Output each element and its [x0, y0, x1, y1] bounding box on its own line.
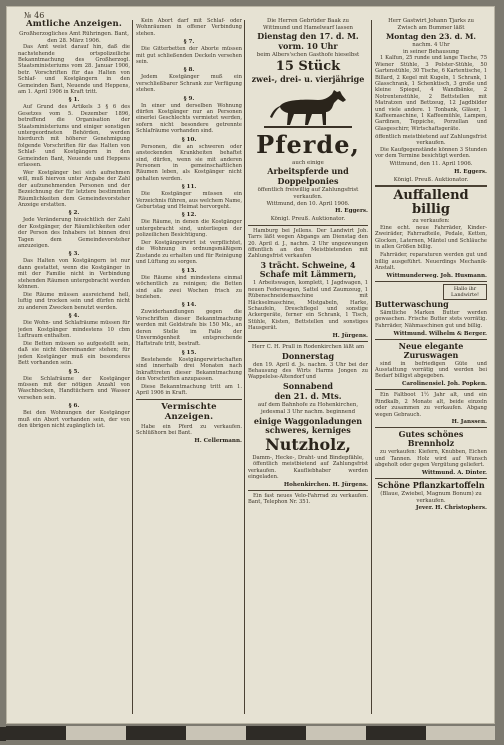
sale-terms: öffentlich meistbietend auf Zahlungsfrist verkaufen.: [375, 133, 487, 147]
paragraph: Die Betten müssen so aufgestellt sein, daß sie nicht übereinander stehen; für jeden Kostgänger muß ein besonderes Bett vorhanden sein.: [18, 340, 130, 367]
sale-terms: öffentlich freiwillig auf Zahlungsfrist verkaufen.: [257, 187, 359, 200]
paragraph: Zuwiderhandlungen gegen die Vorschriften dieser Bekanntmachung werden mit Geldstrafe bis 150 Mk., an deren Stelle im Falle der Unvermögenheit entsprechende Haftstrafe tritt, bestraft.: [136, 309, 242, 348]
column-rule: [132, 20, 133, 714]
divider: [248, 490, 368, 491]
sale-date: Montag den 23. d. M.: [385, 32, 477, 42]
signature: [375, 273, 487, 279]
column-rule: [371, 20, 372, 714]
paragraph: In einer und derselben Wohnung dürfen Kostgänger nur an Personen einerlei Geschlechts vermietet werden, sofern nicht besondere getrennte Schlafräume vorhanden sind.: [136, 102, 242, 135]
horse-ages: zwei-, drei- u. vierjährige: [251, 73, 365, 84]
section-label: § 13.: [181, 267, 197, 274]
section-label: § 1.: [68, 97, 80, 104]
paragraph: Bei den Wohnungen der Kostgänger muß ein Abort vorhanden sein, der von den übrigen nicht zugänglich ist.: [18, 410, 130, 429]
signature: [248, 482, 368, 488]
paragraph: Kein Abort darf mit Schlaf- oder Wohnräumen in offener Verbindung stehen.: [136, 18, 242, 37]
signature: Wittmund. Wilhelm & Berger.: [393, 330, 487, 337]
ad-subhead: Arbeitspferde und: [267, 166, 349, 177]
signature-place: Wittmunderweg.: [386, 272, 439, 279]
shop-headline: Auffallend billig: [393, 188, 469, 218]
paragraph: Diese Bekanntmachung tritt am 1. April 1906 in Kraft.: [136, 383, 242, 397]
divider: [248, 341, 368, 342]
signature: H. Janssen.: [451, 419, 487, 426]
horse-count: 15 Stück: [275, 58, 341, 74]
section-heading: Amtliche Anzeigen.: [25, 19, 123, 29]
section-label: § 2.: [68, 210, 80, 217]
paragraph: Das Halten von Kostgängern ist nur dann gestattet, wenn die Kostgänger in mit der Familie nicht in Verbindung stehenden Räumen untergebracht werden können.: [18, 258, 130, 291]
paragraph: Eine echt. neue Fahrräder, Kinder-Zweiräder, Fahrradteile, Pedale, Ketten, Glocken, Laternen, Mäntel und Schläuche in allen Größen billig.: [375, 225, 487, 251]
paragraph: Wer Kostgänger bei sich aufnehmen will, muß hiervon unter Angabe der Zahl der aufzunehmenden Personen und der Bezeichnung der für letztere bestimmten Räumlichkeiten dem Gemeindevorsteher Anzeige erstatten.: [18, 170, 130, 209]
ad-line: Damm-, Hecke-, Draht- und Bindepfähle,: [252, 454, 364, 461]
signature-name: Joh. Husmann.: [440, 272, 487, 279]
ad-line: Herr Gastwirt Johann Tjarks zu: [388, 18, 474, 24]
signature-place: Hohenkirchen.: [283, 481, 331, 488]
sale-location-date: Wittmund, den 10. April 1906.: [266, 200, 350, 207]
paragraph: Ein fast neues Velo-Fahrrad zu verkaufen. Bant, Telephon Nr. 351.: [248, 492, 368, 506]
section-label: § 5.: [68, 368, 80, 375]
signature: Jever. H. Christophers.: [415, 505, 487, 512]
paragraph: Die Kostgänger müssen ein Verzeichnis führen, aus welchem Name, Geburtstag und Heimat hervorgeht.: [136, 191, 242, 210]
ad-subhead: den 21. d. Mts.: [274, 391, 342, 402]
sale-time: vorm. 10 Uhr: [278, 41, 338, 52]
divider: [375, 339, 487, 340]
paragraph: Das Amt weist darauf hin, daß die nachstehende ortspolizeiliche Bekanntmachung des Großherzogl. Staatsministeriums vom 28. Januar 1906, betr. Vorschriften für das Halten von Schlaf- und Kostgängern in den Gemeinden Bant, Neuende und Heppens, am 1. April 1906 in Kraft tritt.: [18, 44, 130, 96]
paragraph: Bestehende Kostgängerwirtschaften sind innerhalb drei Monaten nach Inkrafttreten dieser Bekanntmachung den Vorschriften anzupassen.: [136, 356, 242, 382]
ad-line: Herr C. H. Prall in Rodenkirchen läßt am: [251, 344, 365, 351]
section-label: § 14.: [181, 302, 197, 309]
paragraph: Der Kostgängerwirt ist verpflichtet, die Wohnung in ordnungsmäßigem Zustande zu erhalten und für Reinigung und Lüftung zu sorgen.: [136, 240, 242, 266]
ad-subhead: Neue elegante Zuruswagen: [398, 340, 464, 360]
section-label: § 11.: [181, 184, 197, 191]
ad-line: zu verkaufen:: [412, 218, 450, 225]
ad-subhead: einige Waggonladungen schweres, kerniges: [253, 415, 363, 435]
sale-date: Dienstag den 17. d. M.: [257, 31, 359, 42]
paragraph: Sämtliche Marken Butter werden gewaschen. Frische Butter stets vorrätig. Fahrräder, Nähmaschinen gut und billig.: [375, 309, 487, 329]
section-label: § 12.: [181, 212, 197, 219]
ad-subhead: Donnerstag: [281, 350, 335, 361]
section-label: § 4.: [68, 313, 80, 320]
paragraph: Personen, die an schweren oder ansteckenden Krankheiten behaftet sind, dürfen, wenn sie mit anderen Personen in gemeinschaftlichen Räumen leben, als Kostgänger nicht gehalten werden.: [136, 143, 242, 182]
section-label: § 7.: [183, 39, 195, 46]
signature: H. Cellermann.: [194, 438, 242, 444]
paragraph: Die Räume, in denen die Kostgänger untergebracht sind, unterliegen der polizeilichen Besichtigung.: [136, 219, 242, 239]
ad-line: auf dem Bahnhofe zu Hohenkirchen, jedesmal 3 Uhr nachm. beginnend: [257, 402, 359, 415]
paragraph: Jedem Kostgänger muß ein verschließbarer Schrank zur Verfügung stehen.: [136, 74, 242, 94]
ad-line: Die Herren Gebrüder Baak zu: [267, 18, 349, 24]
paragraph: Die Schlafräume der Kostgänger müssen mit der nötigen Anzahl von Waschbecken, Handtüchern und Wasser versehen sein.: [18, 375, 130, 401]
ad-subhead: Doppelponies: [277, 176, 339, 187]
column-regulations: [136, 18, 242, 718]
paragraph: Habe ein Pferd zu verkaufen. Schlüßhorn bei Bant.: [136, 423, 242, 437]
divider: [248, 225, 368, 226]
notice-intro: Großherzogliches Amt Rühringen. Bant, den 28. März 1906.: [19, 31, 129, 44]
ad-line: (Blaue, Zwiebel, Magnum Bonum) zu verkaufen.: [380, 491, 482, 504]
scan-ruler: [6, 726, 495, 740]
ad-subhead: 3 trächt. Schweine, 4 Schafe mit Lämmern,: [259, 260, 357, 280]
signature-title: Königl. Preuß. Auktionator.: [393, 176, 469, 183]
section-label: § 6.: [68, 403, 80, 410]
horse-illustration: [262, 86, 354, 130]
divider: [375, 281, 487, 282]
ad-line: Wittmund und Hamelwarf lassen: [262, 24, 354, 31]
boxed-notice: Hallo ihr Landwirte!: [443, 284, 487, 300]
column-horse-auction: [248, 18, 368, 718]
paragraph: zu verkaufen: Kiefern, Knubben, Eichen und Tannen. Holz wird auf Wunsch abgeholt oder gegen Vergütung geliefert.: [375, 449, 487, 469]
section-label: § 15.: [181, 349, 197, 356]
paragraph: Die Räume sind mindestens einmal wöchentlich zu reinigen; die Betten sind alle zwei Wochen frisch zu beziehen.: [136, 274, 242, 300]
horses-headline: Pferde,: [256, 129, 360, 159]
signature: H. Jürgens.: [332, 333, 368, 340]
paragraph: öffentlich meistbietend auf Zahlungsfrist verkaufen. Kaufliebhaber werden eingeladen.: [248, 461, 368, 480]
signature: H. Eggers.: [335, 208, 368, 215]
paragraph: Die Kaufgegenstände können 3 Stunden vor dem Termine besichtigt werden.: [375, 146, 487, 160]
section-label: § 9.: [183, 95, 195, 102]
ad-subhead: Sonnabend: [282, 381, 334, 392]
section-label: § 8.: [183, 67, 195, 74]
paragraph: sind in befriedigen Güte und Ausstattung vorrätig und werden bei Bedarf billigst abgegeben.: [375, 360, 487, 380]
divider: [375, 389, 487, 390]
paragraph: Die Wohn- und Schlafräume müssen für jeden Kostgänger mindestens 10 cbm Luftraum enthalten.: [18, 320, 130, 340]
ad-subhead: Butterwaschung: [375, 298, 449, 309]
column-official-notices: [18, 18, 130, 718]
signature-name: H. Jürgens.: [332, 481, 368, 488]
paragraph: 1 Arbeitswagen, komplett, 1 Jagdwagen, 1 neuen Federwagen, Sattel und Zaumzeug, 1 Rübenschneidemaschine mit Häckselmaschine, Mistgabeln, Harke, Schaufeln, Dreschflegel und sonstige Ackergeräte, ferner ein Schrank, 1 Tisch, Stühle, Kisten, Bettstellen und sonstiges Hausgerät.: [248, 280, 368, 332]
column-rule: [244, 20, 245, 714]
ad-subhead: Schöne Pflanzkartoffeln: [377, 480, 485, 491]
paragraph: Jede Veränderung hinsichtlich der Zahl der Kostgänger, der Räumlichkeiten oder der Person des Inhabers ist binnen drei Tagen dem Gemeindevorsteher anzuzeigen.: [18, 217, 130, 250]
paragraph: Hamburg bei Jellens. Der Landwirt Joh. Tarrs läßt wegen Abgangs am Dienstag den 20. April d. J., nachm. 2 Uhr ungezwungen öffentlich an den Meistbietenden mit Zahlungsfrist verkaufen: [248, 227, 368, 260]
signature-title: Königl. Preuß. Auktionator.: [270, 216, 346, 223]
sale-time: nachm. 4 Uhr: [412, 42, 450, 49]
sale-location-date: Wittmund, den 11. April 1906.: [389, 161, 473, 168]
page-number: № 46: [24, 11, 45, 20]
ad-subhead: Gutes schönes Brennholz: [398, 429, 464, 449]
signature: H. Eggers.: [454, 168, 487, 175]
newspaper-page: [6, 6, 495, 724]
paragraph: Die Räume müssen ausreichend hell, luftig und trocken sein und dürfen nicht zu anderen Zwecken benutzt werden.: [18, 292, 130, 311]
divider: [375, 185, 487, 187]
wood-headline: Nutzholz,: [265, 434, 351, 454]
divider: [136, 399, 242, 400]
ad-line: Zwisch am Bummer läßt: [397, 24, 465, 31]
paragraph: Die Gitterbetten der Aborte müssen mit gut schließenden Deckeln versehen sein.: [136, 46, 242, 66]
ad-line: auch einige: [292, 159, 324, 166]
paragraph: den 19. April d. Js. nachm. 3 Uhr bei der Behausung des Wirts Harms Jongen zu Wappelelse-Altendorf und: [248, 361, 368, 381]
paragraph: Fahrräder, reparaturen werden gut und billig ausgeführt. Neuerdings Mechanik-Anstalt.: [375, 252, 487, 271]
column-sales-ads: [375, 18, 487, 718]
divider: [375, 478, 487, 479]
signature: Carolinensiel. Joh. Popken.: [401, 381, 487, 388]
inventory-list: 1 Kalfun, 25 runde und lange Tische, 75 Wiener Stühle, 3 Polster-Stühle, 50 Gartenstühle, 30 Tische, 6 Kartentische, 1 Billard, 2 Kegel mit Kugeln, 1 Schrank, 1 Glasschrank, 1 Schenktisch, 3 große und kleine Spiegel, 4 Wandbänke, 2 Notrentenstühle, 2 Bettstellen mit Matratzen und Bettzeug, 12 Jagdbilder und viele andere. 1 Tonbank, Gläser, 1 Kaffeemaschine, 1 Kaffeemühle, Lampen, Gardinen, Teppiche, Porzellan und Glasgeschirr, Wirtschaftsgeräte.: [375, 55, 487, 132]
section-heading: Vermischte Anzeigen.: [161, 401, 217, 422]
section-label: § 10.: [181, 136, 197, 143]
section-label: § 3.: [68, 251, 80, 258]
signature: Wittmund. A. Dinter.: [421, 470, 487, 477]
paragraph: Auf Grund des Artikels 3 § 6 des Gesetzes vom 5. Dezember 1896, betreffend die Organisation der Staatsministeriums und einiger sonstigen untergeordneten Behörden, werden hierdurch mit höherer Genehmigung folgende Vorschriften für das Halten von Schlaf- und Kostgängern in den Gemeinden Bant, Neuende und Heppens erlassen.: [18, 104, 130, 169]
sale-place: in seiner Behausung: [402, 48, 459, 55]
sale-place: beim Albers'schen Gasthofe hieselbst: [256, 52, 360, 59]
divider: [375, 427, 487, 428]
paragraph: Ein Faltboot 1½ Jahr alt, und ein Rindkalb, 2 Monate alt, beide einzeln oder zusammen zu verkaufen. Abgang wegen Gebrauch.: [375, 392, 487, 418]
